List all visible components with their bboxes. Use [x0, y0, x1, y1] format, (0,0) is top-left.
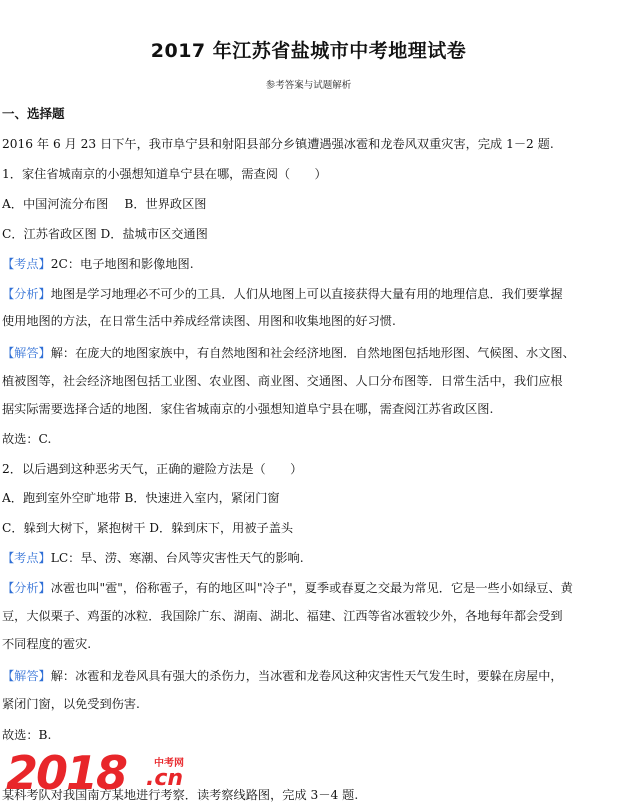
page-title: 2017 年江苏省盐城市中考地理试卷	[150, 40, 467, 62]
question-2: 2．以后遇到这种恶劣天气，正确的避险方法是（ ）	[2, 462, 303, 476]
page-subtitle: 参考答案与试题解析	[265, 80, 352, 91]
fenxi-text: 冰雹也叫"雹"，俗称雹子，有的地区叫"冷子"，夏季或春夏之交最为常见．它是一些小如绿豆、黄	[50, 581, 573, 595]
q1-jieda	[2, 345, 611, 361]
site-logo	[6, 748, 196, 798]
kaodian-text: 2C：电子地图和影像地图.	[50, 257, 194, 271]
q1-jieda-cont-1: 植被图等，社会经济地图包括工业图、农业图、商业图、交通图、人口分布图等．日常生活中，我们应根	[2, 374, 563, 388]
q2-fenxi-cont-1: 豆，大似栗子、鸡蛋的冰粒．我国除广东、湖南、湖北、福建、江西等省冰雹较少外，各地每年都会受到	[2, 609, 563, 623]
fenxi-tag: 【分析】	[2, 287, 51, 301]
q1-kaodian	[2, 256, 611, 272]
q2-options-ab: A．跑到室外空旷地带 B．快速进入室内，紧闭门窗	[2, 491, 280, 505]
question-1: 1．家住省城南京的小强想知道阜宁县在哪，需查阅（ ）	[2, 167, 327, 181]
jieda-text: 解：冰雹和龙卷风具有强大的杀伤力，当冰雹和龙卷风这种灾害性天气发生时，要躲在房屋中，	[50, 669, 563, 683]
jieda-text: 解：在庞大的地图家族中，有自然地图和社会经济地图．自然地图包括地形图、气候图、水文图、	[50, 346, 575, 360]
kaodian-text: LC：旱、涝、寒潮、台风等灾害性天气的影响.	[50, 551, 304, 565]
fenxi-text: 地图是学习地理必不可少的工具．人们从地图上可以直接获得大量有用的地理信息．我们要掌握	[50, 287, 563, 301]
jieda-tag: 【解答】	[2, 346, 51, 360]
q1-fenxi	[2, 286, 611, 302]
q2-fenxi-cont-2: 不同程度的雹灾.	[2, 637, 92, 651]
q2-answer: 故选：B.	[2, 728, 52, 742]
q1-options-cd: C．江苏省政区图 D．盐城市区交通图	[2, 227, 208, 241]
q2-jieda-cont: 紧闭门窗，以免受到伤害.	[2, 697, 140, 711]
q1-options-ab: A．中国河流分布图 B．世界政区图	[2, 197, 207, 211]
q2-options-cd: C．躲到大树下，紧抱树干 D．躲到床下，用被子盖头	[2, 521, 294, 535]
q2-kaodian	[2, 550, 611, 566]
next-intro: 某科考队对我国南方某地进行考察．读考察线路图，完成 3－4 题.	[2, 788, 359, 802]
q2-fenxi	[2, 580, 611, 596]
q1-fenxi-cont: 使用地图的方法，在日常生活中养成经常读图、用图和收集地图的好习惯.	[2, 314, 396, 328]
q2-jieda	[2, 668, 611, 684]
intro-text: 2016 年 6 月 23 日下午，我市阜宁县和射阳县部分乡镇遭遇强冰雹和龙卷风双重灾害，完成 1－2 题.	[2, 137, 554, 151]
kaodian-tag: 【考点】	[2, 257, 51, 271]
section-heading: 一、选择题	[2, 106, 65, 121]
kaodian-tag: 【考点】	[2, 551, 51, 565]
fenxi-tag: 【分析】	[2, 581, 51, 595]
logo-subtitle: 中考网	[154, 758, 184, 769]
q1-jieda-cont-2: 据实际需要选择合适的地图．家住省城南京的小强想知道阜宁县在哪，需查阅江苏省政区图.	[2, 402, 494, 416]
q1-answer: 故选：C.	[2, 432, 52, 446]
logo-domain: .cn	[146, 766, 184, 791]
jieda-tag: 【解答】	[2, 669, 51, 683]
logo-number: 2018	[6, 746, 127, 800]
